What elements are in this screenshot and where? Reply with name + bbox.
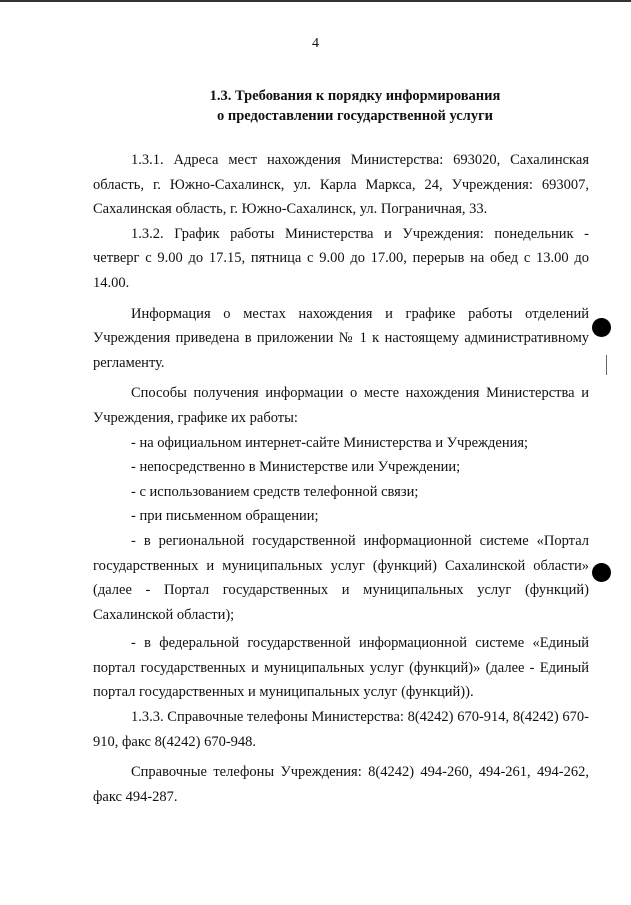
paragraph-1-3-1: 1.3.1. Адреса мест нахождения Министерства: 693020, Сахалинская область, г. Южно-Сахалинск, ул. Карла Маркса, 24, Учреждения: 693007, Сахалинская область, г. Южно-Сахалинск, ул. Пограничная, 33. (93, 152, 589, 218)
punch-hole-lower (592, 563, 611, 582)
paragraph-institution-phones: Справочные телефоны Учреждения: 8(4242) 494-260, 494-261, 494-262, факс 494-287. (93, 764, 589, 805)
body-text (93, 148, 589, 809)
list-item-federal-portal: - в федеральной государственной информационной системе «Единый портал государственных и муниципальных услуг (функций)» (далее - Единый портал государственных и муниципальных услуг (функций)). (93, 635, 589, 701)
list-item-website: - на официальном интернет-сайте Министерства и Учреждения; (131, 434, 529, 451)
list-item-regional-portal: - в региональной государственной информационной системе «Портал государственных и муниципальных услуг (функций) Сахалинской области» (далее - Портал государственных и муниципальных услуг (функций) Сахалинской области); (93, 532, 589, 623)
paragraph-ways-intro: Способы получения информации о месте нахождения Министерства и Учреждения, графике их работы: (93, 385, 589, 426)
section-title (120, 86, 590, 126)
list-item-written: - при письменном обращении; (131, 508, 319, 525)
page-number: 4 (312, 36, 319, 51)
punch-hole-upper (592, 318, 611, 337)
section-title-line-2: о предоставлении государственной услуги (216, 108, 494, 124)
paragraph-1-3-2: 1.3.2. График работы Министерства и Учреждения: понедельник - четверг с 9.00 до 17.15, пятница с 9.00 до 17.00, перерыв на обед с 13.00 до 14.00. (93, 225, 589, 291)
list-item-in-person: - непосредственно в Министерстве или Учреждении; (131, 459, 461, 476)
paragraph-1-3-3: 1.3.3. Справочные телефоны Министерства: 8(4242) 670-914, 8(4242) 670-910, факс 8(4242) 670-948. (93, 709, 589, 750)
scan-artifact (606, 355, 607, 375)
scan-top-edge (0, 0, 631, 2)
paragraph-branches-info: Информация о местах нахождения и графике работы отделений Учреждения приведена в приложении № 1 к настоящему административному регламенту. (93, 305, 589, 371)
section-title-line-1: 1.3. Требования к порядку информирования (209, 88, 501, 104)
list-item-phone: - с использованием средств телефонной связи; (131, 483, 419, 500)
